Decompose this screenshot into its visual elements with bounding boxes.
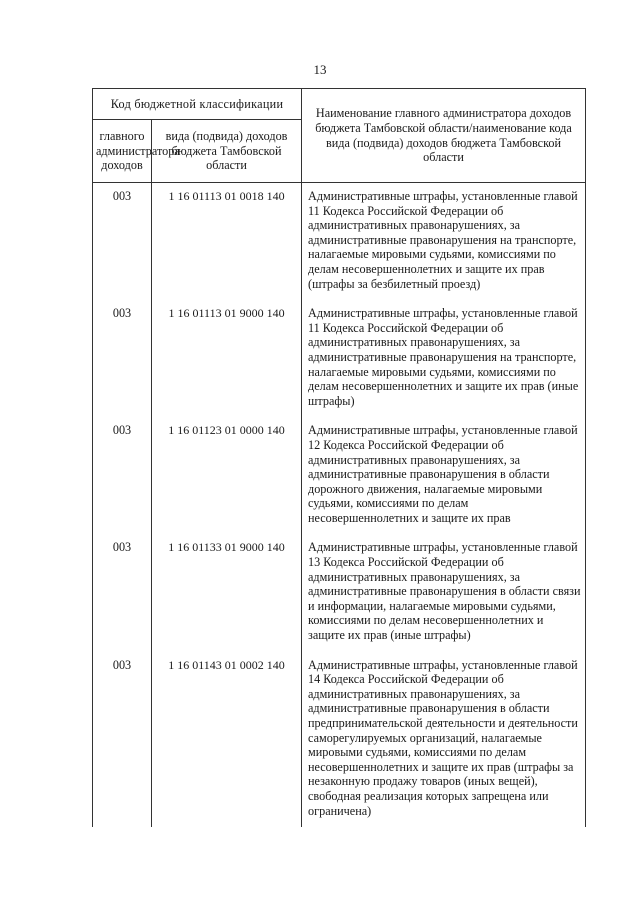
header-main-administrator: главного администратора доходов — [93, 120, 152, 183]
description-cell: Административные штрафы, установленные главой 11 Кодекса Российской Федерации об административных правонарушениях, за административные правонарушения на транспорте, налагаемые мировыми судьями, комиссиями по делам несовершеннолетних и защите их прав (штрафы за безбилетный проезд) — [302, 183, 586, 301]
revenue-code-cell: 1 16 01143 01 0002 140 — [152, 652, 302, 828]
table-row — [93, 652, 586, 828]
revenue-code-cell: 1 16 01113 01 9000 140 — [152, 300, 302, 417]
page-number: 13 — [313, 62, 327, 77]
table-row — [93, 183, 586, 301]
revenue-code-cell: 1 16 01133 01 9000 140 — [152, 534, 302, 651]
budget-classification-table — [92, 88, 586, 827]
header-revenue-type-code: вида (подвида) доходов бюджета Тамбовской области — [152, 120, 302, 183]
header-administrator-name: Наименование главного администратора доходов бюджета Тамбовской области/наименование кода вида (подвида) доходов бюджета Тамбовской области — [302, 89, 586, 183]
description-cell: Административные штрафы, установленные главой 12 Кодекса Российской Федерации об административных правонарушениях, за административные правонарушения в области дорожного движения, налагаемые мировыми судьями, комиссиями по делам несовершеннолетних и защите их прав — [302, 417, 586, 534]
description-cell: Административные штрафы, установленные главой 11 Кодекса Российской Федерации об административных правонарушениях, за административные правонарушения на транспорте, налагаемые мировыми судьями, комиссиями по делам несовершеннолетних и защите их прав (иные штрафы) — [302, 300, 586, 417]
admin-code-cell: 003 — [93, 534, 152, 651]
revenue-code-cell: 1 16 01113 01 0018 140 — [152, 183, 302, 301]
table-row — [93, 300, 586, 417]
description-cell: Административные штрафы, установленные главой 14 Кодекса Российской Федерации об административных правонарушениях, за административные правонарушения в области предпринимательской деятельности и деятельности саморегулируемых организаций, налагаемые мировыми судьями, комиссиями по делам несовершеннолетних и защите их прав (штрафы за незаконную продажу товаров (иных вещей), свободная реализация которых запрещена или ограничена) — [302, 652, 586, 828]
revenue-code-cell: 1 16 01123 01 0000 140 — [152, 417, 302, 534]
table-header — [93, 89, 586, 183]
admin-code-cell: 003 — [93, 183, 152, 301]
admin-code-cell: 003 — [93, 300, 152, 417]
admin-code-cell: 003 — [93, 417, 152, 534]
table-row — [93, 534, 586, 651]
header-budget-classification-code: Код бюджетной классификации — [93, 89, 302, 120]
table-row — [93, 417, 586, 534]
description-cell: Административные штрафы, установленные главой 13 Кодекса Российской Федерации об административных правонарушениях, за административные правонарушения в области связи и информации, налагаемые мировыми судьями, комиссиями по делам несовершеннолетних и защите их прав (иные штрафы) — [302, 534, 586, 651]
table-body — [93, 183, 586, 828]
admin-code-cell: 003 — [93, 652, 152, 828]
